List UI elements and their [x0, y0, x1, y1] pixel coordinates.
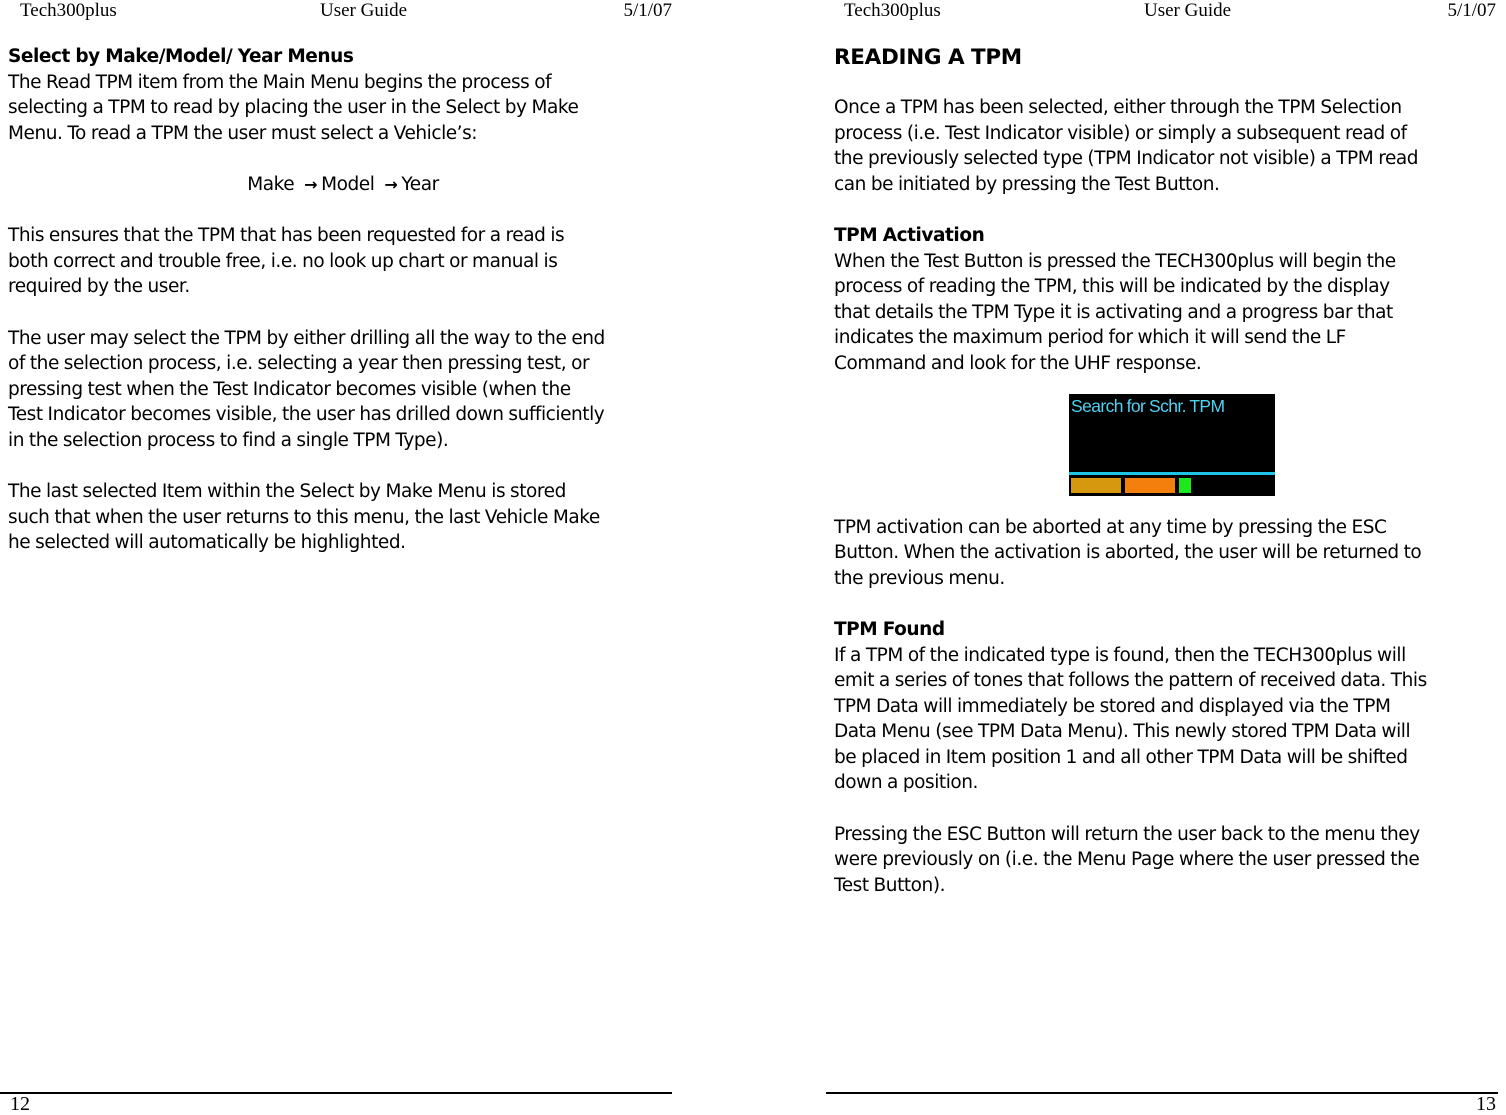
right-page-content: [834, 43, 1506, 898]
path-year: Year: [401, 173, 439, 195]
selection-path: [8, 172, 688, 198]
subheading-tpm-activation: TPM Activation: [834, 224, 985, 246]
arrow-right-icon: →: [304, 174, 318, 194]
header-doc-title: User Guide: [320, 0, 408, 21]
paragraph-esc: Pressing the ESC Button will return the user back to the menu they were previously on (i.e. the Menu Page where the user pressed the Test Button).: [834, 823, 1420, 896]
paragraph-abort: TPM activation can be aborted at any time by pressing the ESC Button. When the activation is aborted, the user will be returned to the previous menu.: [834, 516, 1422, 589]
paragraph-found: If a TPM of the indicated type is found, then the TECH300plus will emit a series of tones that follows the pattern of received data. This TPM Data will immediately be stored and displayed via the TPM Data Menu (see TPM Data Menu). This newly stored TPM Data will be placed in Item position 1 and all other TPM Data will be shifted down a position.: [834, 644, 1427, 794]
header-date: 5/1/07: [623, 0, 672, 21]
progress-segment-3: [1179, 478, 1191, 493]
section-title: Select by Make/Model/ Year Menus: [8, 46, 354, 67]
path-make: Make: [247, 173, 295, 195]
header-doc-title: User Guide: [1144, 0, 1232, 21]
paragraph-activation: When the Test Button is pressed the TECH300plus will begin the process of reading the TPM, this will be indicated by the display that details the TPM Type it is activating and a progress bar that indicates the maximum period for which it will send the LF Command and look for the UHF response.: [834, 250, 1396, 374]
header-product: Tech300plus: [844, 0, 941, 21]
screen-divider: [1069, 472, 1275, 475]
footer-rule: [826, 1092, 1498, 1094]
page-number: 13: [1476, 1093, 1496, 1115]
right-page: [826, 0, 1506, 1115]
left-page-content: [8, 44, 688, 556]
header-product: Tech300plus: [20, 0, 117, 21]
paragraph-drilling: The user may select the TPM by either drilling all the way to the end of the selection process, i.e. selecting a year then pressing test, or pressing test when the Test Indicator becomes visible (when the Test Indicator becomes visible, the user has drilled down sufficiently in the selection process to find a single TPM Type).: [8, 327, 605, 451]
paragraph-intro: The Read TPM item from the Main Menu begins the process of selecting a TPM to read by placing the user in the Select by Make Menu. To read a TPM the user must select a Vehicle’s:: [8, 71, 579, 144]
footer-rule: [0, 1092, 672, 1094]
device-screen-image: [1069, 394, 1275, 496]
header-date: 5/1/07: [1447, 0, 1496, 21]
page-number: 12: [10, 1093, 30, 1115]
subheading-tpm-found: TPM Found: [834, 618, 945, 640]
right-page-header: [844, 0, 1496, 22]
path-model: Model: [321, 173, 375, 195]
arrow-right-icon: →: [384, 174, 398, 194]
left-page: [0, 0, 690, 1115]
left-page-header: [20, 0, 672, 22]
paragraph-last-selected: The last selected Item within the Select by Make Menu is stored such that when the user returns to this menu, the last Vehicle Make he selected will automatically be highlighted.: [8, 481, 600, 554]
progress-segment-1: [1071, 478, 1121, 493]
paragraph-ensures: This ensures that the TPM that has been requested for a read is both correct and trouble free, i.e. no look up chart or manual is required by the user.: [8, 225, 565, 298]
page-title: READING A TPM: [834, 45, 1022, 70]
paragraph-intro: Once a TPM has been selected, either through the TPM Selection process (i.e. Test Indicator visible) or simply a subsequent read of the previously selected type (TPM Indicator not visible) a TPM read can be initiated by pressing the Test Button.: [834, 97, 1419, 195]
progress-segment-2: [1125, 478, 1175, 493]
screen-status-text: Search for Schr. TPM: [1071, 395, 1225, 416]
